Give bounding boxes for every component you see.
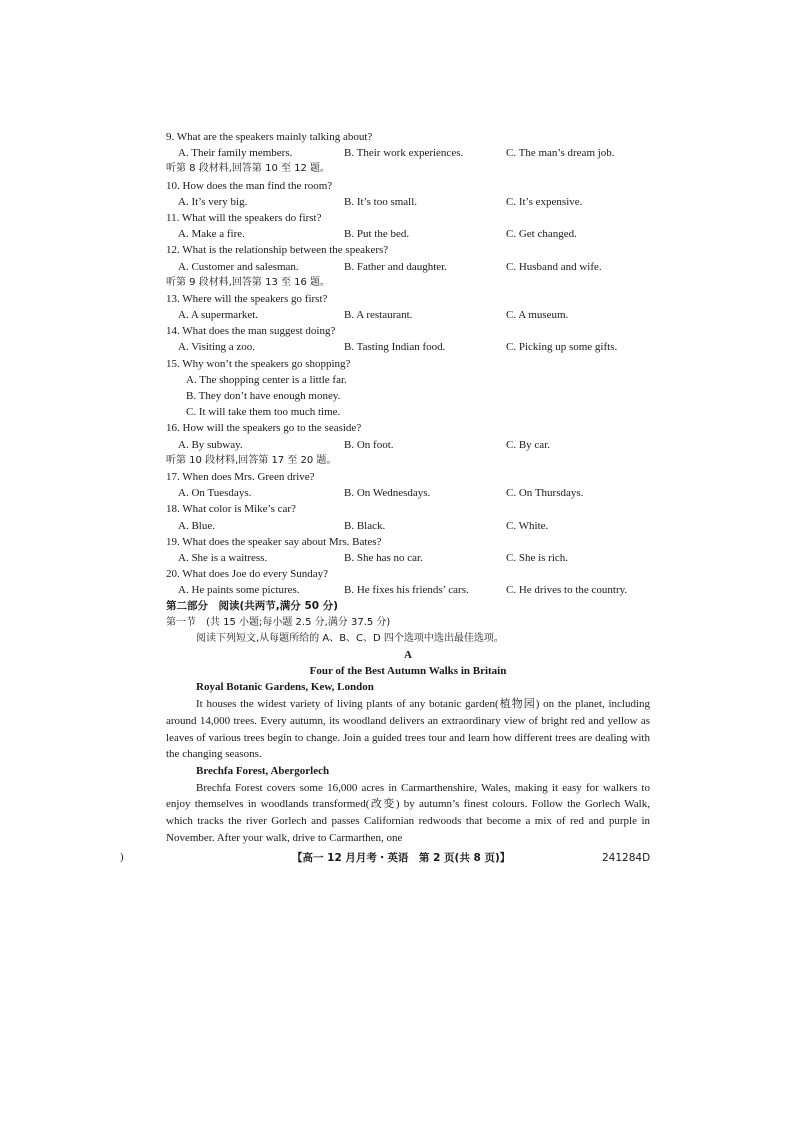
- question-stem: 10. How does the man find the room?: [166, 179, 333, 192]
- question-stem: 16. How will the speakers go to the seaside?: [166, 422, 362, 435]
- question-stem: 11. What will the speakers do first?: [166, 211, 322, 224]
- listening-instruction: 听第 9 段材料,回答第 13 至 16 题。: [166, 276, 331, 288]
- option-b: B. Their work experiences.: [344, 147, 464, 160]
- option-a: A. By subway.: [178, 438, 243, 451]
- question-stem: 15. Why won’t the speakers go shopping?: [166, 357, 351, 370]
- options-row: [166, 485, 650, 501]
- question-stem: 13. Where will the speakers go first?: [166, 292, 328, 305]
- section-heading: 第一节 (共 15 小题;每小题 2.5 分,满分 37.5 分): [166, 616, 391, 628]
- exam-code: 241284D: [602, 852, 651, 864]
- footer-title: 【高一 12 月月考・英语 第 2 页(共 8 页)】: [292, 852, 511, 864]
- passage-title: Four of the Best Autumn Walks in Britain: [309, 665, 507, 678]
- option-c: C. He drives to the country.: [506, 584, 628, 597]
- question-stem: 19. What does the speaker say about Mrs. Bates?: [166, 535, 382, 548]
- subheading-brechfa: Brechfa Forest, Abergorlech: [196, 764, 330, 777]
- page-footer: [0, 849, 794, 867]
- question-stem: 20. What does Joe do every Sunday?: [166, 568, 329, 581]
- option-a: A. She is a waitress.: [178, 551, 268, 564]
- options-row: [166, 582, 650, 598]
- option-b: B. Black.: [344, 519, 386, 532]
- options-row: [166, 339, 650, 355]
- options-row: [166, 226, 650, 242]
- option-c: C. It will take them too much time.: [186, 406, 341, 419]
- option-b: B. She has no car.: [344, 551, 423, 564]
- option-a: A. A supermarket.: [178, 309, 259, 322]
- option-a: A. It’s very big.: [178, 195, 248, 208]
- option-c: C. Husband and wife.: [506, 260, 602, 273]
- option-a: A. Make a fire.: [178, 228, 245, 241]
- question-stem: 9. What are the speakers mainly talking about?: [166, 131, 373, 143]
- question-stem: 17. When does Mrs. Green drive?: [166, 470, 315, 483]
- options-row: [166, 259, 650, 275]
- binding-mark: ): [120, 852, 124, 863]
- passage-letter: A: [404, 649, 412, 661]
- option-c: C. Picking up some gifts.: [506, 341, 618, 354]
- subheading-kew: Royal Botanic Gardens, Kew, London: [196, 681, 374, 694]
- listening-instruction: 听第 10 段材料,回答第 17 至 20 题。: [166, 454, 337, 466]
- option-a: A. Blue.: [178, 519, 215, 532]
- listening-instruction: 听第 8 段材料,回答第 10 至 12 题。: [166, 163, 331, 175]
- option-a: A. He paints some pictures.: [178, 584, 300, 597]
- options-row: [166, 145, 650, 161]
- option-b: B. A restaurant.: [344, 309, 413, 322]
- question-stem: 18. What color is Mike’s car?: [166, 503, 296, 516]
- option-c: C. A museum.: [506, 309, 569, 322]
- option-b: B. On Wednesdays.: [344, 487, 431, 500]
- option-c: C. By car.: [506, 438, 550, 451]
- options-row: [166, 550, 650, 566]
- option-b: B. Father and daughter.: [344, 260, 447, 273]
- options-row: [166, 518, 650, 534]
- part-heading: 第二部分 阅读(共两节,满分 50 分): [166, 600, 339, 613]
- option-a: A. Visiting a zoo.: [178, 341, 256, 354]
- option-a: A. The shopping center is a little far.: [186, 373, 347, 386]
- option-b: B. Put the bed.: [344, 228, 410, 241]
- options-row: [166, 307, 650, 323]
- option-a: A. On Tuesdays.: [178, 487, 252, 500]
- reading-directions: 阅读下列短文,从每题所给的 A、B、C、D 四个选项中选出最佳选项。: [196, 632, 504, 644]
- option-b: B. They don’t have enough money.: [186, 390, 341, 402]
- option-c: C. On Thursdays.: [506, 487, 584, 500]
- option-b: B. Tasting Indian food.: [344, 341, 446, 354]
- option-c: C. She is rich.: [506, 551, 569, 564]
- option-a: A. Customer and salesman.: [178, 260, 299, 273]
- paragraph-kew: It houses the widest variety of living plants of any botanic garden(植物园) on the planet, including around 14,000 trees. Every autumn, its woodland delivers an extraordinary view of bright red and yellow as leaves of various trees begin to change. Join a guided trees tour and learn how different trees are dealing with the changing seasons.: [166, 698, 650, 761]
- paragraph-brechfa: Brechfa Forest covers some 16,000 acres in Carmarthenshire, Wales, making it easy for walkers to enjoy themselves in woodlands transformed(改变) by autumn’s finest colours. Follow the Gorlech Walk, which tracks the river Gorlech and passes Californian redwoods that become a mix of red and purple in November. After your walk, drive to Carmarthen, one: [166, 781, 650, 844]
- option-b: B. On foot.: [344, 438, 394, 451]
- option-c: C. The man’s dream job.: [506, 147, 615, 160]
- option-c: C. It’s expensive.: [506, 195, 583, 208]
- option-a: A. Their family members.: [178, 147, 293, 160]
- option-c: C. White.: [506, 519, 549, 532]
- question-stem: 14. What does the man suggest doing?: [166, 325, 336, 338]
- options-row: [166, 194, 650, 210]
- content-area: [166, 129, 650, 846]
- option-c: C. Get changed.: [506, 228, 577, 241]
- question-stem: 12. What is the relationship between the speakers?: [166, 244, 389, 257]
- option-b: B. It’s too small.: [344, 195, 418, 208]
- options-row: [166, 437, 650, 453]
- option-b: B. He fixes his friends’ cars.: [344, 584, 469, 597]
